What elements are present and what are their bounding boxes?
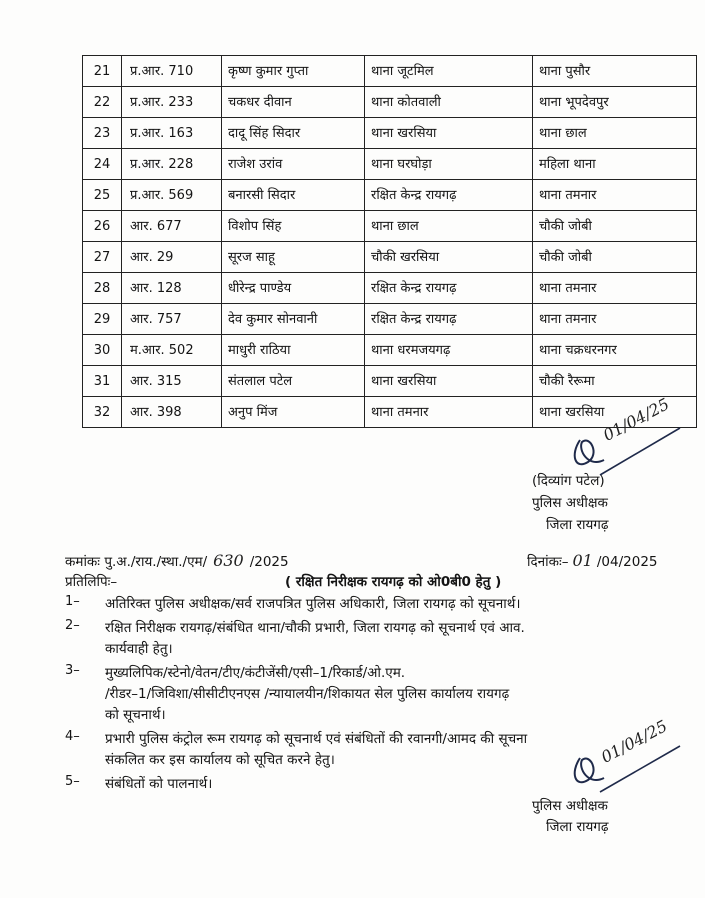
copy-item-number: 3–: [65, 663, 80, 678]
transfer-table: [82, 55, 697, 428]
cell-sn: 30: [83, 335, 122, 366]
cell-from: थाना जूटमिल: [365, 56, 533, 87]
cell-rank: आर. 677: [122, 211, 222, 242]
cell-from: थाना कोतवाली: [365, 87, 533, 118]
order-number: [65, 551, 289, 570]
cell-name: अनुप मिंज: [222, 397, 365, 428]
cell-sn: 26: [83, 211, 122, 242]
cell-rank: म.आर. 502: [122, 335, 222, 366]
copy-item-number: 2–: [65, 618, 80, 633]
table-row: [83, 242, 697, 273]
cell-from: थाना खरसिया: [365, 366, 533, 397]
cell-sn: 31: [83, 366, 122, 397]
copy-item-line: रक्षित निरीक्षक रायगढ़/संबंधित थाना/चौकी प्रभारी, जिला रायगढ़ को सूचनार्थ एवं आव.: [105, 620, 525, 636]
order-date-hand: 01: [572, 551, 593, 570]
cell-name: धीरेन्द्र पाण्डेय: [222, 273, 365, 304]
cell-name: कृष्ण कुमार गुप्ता: [222, 56, 365, 87]
cell-rank: प्र.आर. 569: [122, 180, 222, 211]
order-number-prefix: कमांकः पु.अ./राय./स्था./एम/: [65, 554, 208, 570]
cell-rank: आर. 29: [122, 242, 222, 273]
cell-name: विशोप सिंह: [222, 211, 365, 242]
cell-to: महिला थाना: [533, 149, 697, 180]
cell-rank: प्र.आर. 228: [122, 149, 222, 180]
signature-2-district: जिला रायगढ़: [546, 819, 609, 835]
signature-1-date: 01/04/25: [600, 394, 673, 445]
cell-sn: 22: [83, 87, 122, 118]
copy-item-number: 4–: [65, 729, 80, 744]
table-row: [83, 304, 697, 335]
order-number-hand: 630: [213, 551, 244, 570]
cell-to: थाना तमनार: [533, 180, 697, 211]
cell-sn: 32: [83, 397, 122, 428]
cell-sn: 24: [83, 149, 122, 180]
copy-item-number: 1–: [65, 594, 80, 609]
cell-name: सूरज साहू: [222, 242, 365, 273]
cell-to: थाना तमनार: [533, 273, 697, 304]
copy-item-line: मुख्यलिपिक/स्टेनो/वेतन/टीए/कंटीजेंसी/एसी–1/रिकार्ड/ओ.एम.: [105, 665, 406, 681]
copy-to-subtitle: ( रक्षित निरीक्षक रायगढ़ को ओ0बी0 हेतु ): [285, 574, 502, 590]
cell-to: चौकी रैरूमा: [533, 366, 697, 397]
cell-name: बनारसी सिदार: [222, 180, 365, 211]
cell-rank: प्र.आर. 163: [122, 118, 222, 149]
cell-rank: प्र.आर. 710: [122, 56, 222, 87]
order-date: [527, 551, 658, 570]
cell-sn: 28: [83, 273, 122, 304]
signature-1-district: जिला रायगढ़: [546, 517, 609, 533]
signature-1-designation: पुलिस अधीक्षक: [532, 495, 608, 511]
cell-rank: आर. 315: [122, 366, 222, 397]
copy-item-number: 5–: [65, 774, 80, 789]
signature-2-designation: पुलिस अधीक्षक: [532, 798, 608, 814]
cell-name: राजेश उरांव: [222, 149, 365, 180]
order-date-prefix: दिनांकः–: [527, 554, 569, 570]
table-row: [83, 56, 697, 87]
cell-from: थाना तमनार: [365, 397, 533, 428]
cell-sn: 23: [83, 118, 122, 149]
cell-from: रक्षित केन्द्र रायगढ़: [365, 304, 533, 335]
cell-from: थाना धरमजयगढ़: [365, 335, 533, 366]
cell-to: थाना भूपदेवपुर: [533, 87, 697, 118]
cell-name: माधुरी राठिया: [222, 335, 365, 366]
cell-rank: प्र.आर. 233: [122, 87, 222, 118]
copy-item-line: /रीडर–1/जिविशा/सीसीटीएनएस /न्यायालयीन/शिकायत सेल पुलिस कार्यालय रायगढ़: [105, 686, 510, 702]
table-row: [83, 366, 697, 397]
cell-name: संतलाल पटेल: [222, 366, 365, 397]
table-row: [83, 180, 697, 211]
copy-item-line: अतिरिक्त पुलिस अधीक्षक/सर्व राजपत्रित पुलिस अधिकारी, जिला रायगढ़ को सूचनार्थ।: [105, 596, 521, 612]
cell-to: थाना छाल: [533, 118, 697, 149]
cell-rank: आर. 128: [122, 273, 222, 304]
cell-name: देव कुमार सोनवानी: [222, 304, 365, 335]
cell-to: थाना खरसिया: [533, 397, 697, 428]
cell-rank: आर. 757: [122, 304, 222, 335]
table-row: [83, 211, 697, 242]
cell-to: चौकी जोबी: [533, 242, 697, 273]
cell-rank: आर. 398: [122, 397, 222, 428]
cell-sn: 25: [83, 180, 122, 211]
cell-to: थाना पुसौर: [533, 56, 697, 87]
table-row: [83, 149, 697, 180]
signature-2-date: 01/04/25: [598, 716, 671, 767]
table-row: [83, 335, 697, 366]
cell-from: थाना छाल: [365, 211, 533, 242]
cell-sn: 27: [83, 242, 122, 273]
copy-item-line: संकलित कर इस कार्यालय को सूचित करने हेतु।: [105, 752, 335, 768]
cell-sn: 21: [83, 56, 122, 87]
table-row: [83, 118, 697, 149]
cell-to: थाना चक्रधरनगर: [533, 335, 697, 366]
cell-to: चौकी जोबी: [533, 211, 697, 242]
copy-item-line: को सूचनार्थ।: [105, 707, 166, 723]
signature-1-name: (दिव्यांग पटेल): [532, 473, 605, 489]
copy-item-line: प्रभारी पुलिस कंट्रोल रूम रायगढ़ को सूचनार्थ एवं संबंधितों की रवानगी/आमद की सूचना: [105, 731, 528, 747]
cell-from: चौकी खरसिया: [365, 242, 533, 273]
table-row: [83, 273, 697, 304]
cell-from: थाना खरसिया: [365, 118, 533, 149]
cell-from: रक्षित केन्द्र रायगढ़: [365, 180, 533, 211]
cell-to: थाना तमनार: [533, 304, 697, 335]
table-row: [83, 87, 697, 118]
copy-item-line: कार्यवाही हेतु।: [105, 641, 173, 657]
cell-from: रक्षित केन्द्र रायगढ़: [365, 273, 533, 304]
cell-sn: 29: [83, 304, 122, 335]
order-date-suffix: /04/2025: [596, 554, 658, 570]
cell-name: दादू सिंह सिदार: [222, 118, 365, 149]
copy-to-label: प्रतिलिपिः–: [65, 574, 118, 590]
cell-from: थाना घरघोड़ा: [365, 149, 533, 180]
copy-item-line: संबंधितों को पालनार्थ।: [105, 776, 213, 792]
cell-name: चकधर दीवान: [222, 87, 365, 118]
order-number-suffix: /2025: [249, 554, 289, 570]
